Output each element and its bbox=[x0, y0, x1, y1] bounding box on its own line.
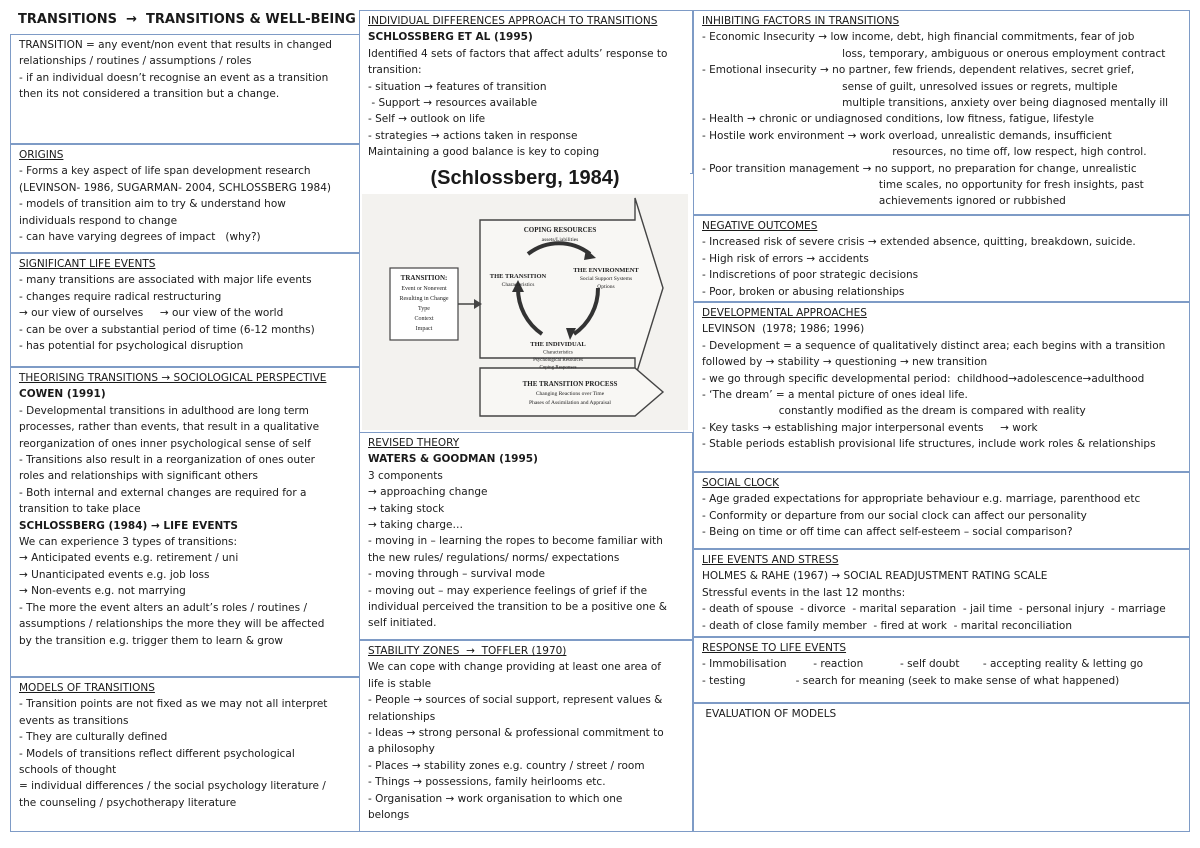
revised-theory-line: - moving through – survival mode bbox=[368, 568, 546, 581]
transition-model-diagram bbox=[360, 170, 690, 432]
theorising-transitions-line: - Developmental transitions in adulthood are long term bbox=[19, 404, 309, 417]
diagram-the_individual-label: Characteristics bbox=[543, 350, 573, 356]
stability-zones-line: - People → sources of social support, represent values & bbox=[368, 694, 663, 707]
life-events-and-stress-line: Stressful events in the last 12 months: bbox=[702, 586, 906, 599]
developmental-approaches-line: constantly modified as the dream is compared with reality bbox=[702, 405, 1086, 418]
life-events-and-stress-line: - death of spouse - divorce - marital separation - jail time - personal injury - marriage bbox=[702, 603, 1166, 616]
social-clock-line: - Conformity or departure from our social clock can affect our personality bbox=[702, 509, 1087, 522]
life-events-and-stress-line: HOLMES & RAHE (1967) → SOCIAL READJUSTMENT RATING SCALE bbox=[702, 570, 1048, 583]
origins-line: (LEVINSON- 1986, SUGARMAN- 2004, SCHLOSSBERG 1984) bbox=[19, 181, 331, 194]
significant-life-events-line: - can be over a substantial period of time (6-12 months) bbox=[19, 323, 315, 336]
inhibiting-factors-title: INHIBITING FACTORS IN TRANSITIONS bbox=[702, 15, 900, 27]
revised-theory-line: self initiated. bbox=[368, 617, 437, 630]
theorising-transitions-title: THEORISING TRANSITIONS → SOCIOLOGICAL PERSPECTIVE bbox=[19, 372, 327, 384]
theorising-transitions-line: SCHLOSSBERG (1984) → LIFE EVENTS bbox=[19, 519, 238, 532]
significant-life-events-title: SIGNIFICANT LIFE EVENTS bbox=[19, 258, 156, 270]
revised-theory-line: → taking stock bbox=[368, 502, 445, 515]
stability-zones-line: - Ideas → strong personal & professional commitment to bbox=[368, 727, 664, 740]
transition-def-line: relationships / routines / assumptions / roles bbox=[19, 55, 252, 68]
diagram-coping_resources-label: assets/Liabilities bbox=[541, 237, 579, 243]
negative-outcomes-title: NEGATIVE OUTCOMES bbox=[702, 220, 818, 232]
individual-differences-line: - Self → outlook on life bbox=[368, 113, 486, 126]
transition-def-line: - if an individual doesn’t recognise an event as a transition bbox=[19, 71, 329, 84]
inhibiting-factors-line: sense of guilt, unresolved issues or regrets, multiple bbox=[702, 80, 1118, 93]
stability-zones-line: belongs bbox=[368, 809, 410, 822]
models-of-transitions-line: the counseling / psychotherapy literature bbox=[19, 796, 237, 809]
revised-theory-line: 3 components bbox=[368, 469, 443, 482]
developmental-approaches-line: - Development = a sequence of qualitatively distinct area; each begins with a transition bbox=[702, 339, 1166, 352]
diagram-the_environment-label: Social Support Systems bbox=[579, 276, 633, 282]
individual-differences-line: Maintaining a good balance is key to coping bbox=[368, 146, 600, 159]
revised-theory-line: WATERS & GOODMAN (1995) bbox=[368, 453, 538, 466]
social-clock-line: - Being on time or off time can affect self-esteem – social comparison? bbox=[702, 526, 1073, 539]
theorising-transitions-line: roles and relationships with significant others bbox=[19, 470, 258, 483]
models-of-transitions-line: schools of thought bbox=[19, 764, 117, 777]
inhibiting-factors-line: multiple transitions, anxiety over being diagnosed mentally ill bbox=[702, 97, 1169, 110]
diagram-process-label: Phases of Assimilation and Appraisal bbox=[529, 400, 611, 406]
stability-zones-line: - Places → stability zones e.g. country / street / room bbox=[368, 759, 645, 772]
life-events-and-stress-line: - death of close family member - fired at work - marital reconciliation bbox=[702, 619, 1072, 632]
inhibiting-factors-line: time scales, no opportunity for fresh insights, past bbox=[702, 179, 1144, 192]
transition-def-section bbox=[10, 34, 360, 144]
significant-life-events-section bbox=[10, 253, 360, 367]
diagram-the_environment-label: THE ENVIRONMENT bbox=[573, 267, 639, 274]
origins-line: - can have varying degrees of impact (why?) bbox=[19, 231, 261, 244]
individual-differences-title: INDIVIDUAL DIFFERENCES APPROACH TO TRANSITIONS bbox=[368, 15, 658, 27]
stability-zones-section bbox=[359, 640, 693, 832]
stability-zones-line: relationships bbox=[368, 710, 436, 723]
individual-differences-line: - situation → features of transition bbox=[368, 80, 547, 93]
diagram-the_individual-label: THE INDIVIDUAL bbox=[530, 341, 586, 348]
significant-life-events-line: - many transitions are associated with major life events bbox=[19, 274, 312, 287]
negative-outcomes-line: - Indiscretions of poor strategic decisions bbox=[702, 269, 919, 282]
response-to-life-events-title: RESPONSE TO LIFE EVENTS bbox=[702, 642, 847, 654]
developmental-approaches-line: - we go through specific developmental period: childhood→adolescence→adulthood bbox=[702, 372, 1145, 385]
theorising-transitions-line: - Both internal and external changes are required for a bbox=[19, 486, 307, 499]
revised-theory-line: - moving out – may experience feelings of grief if the bbox=[368, 584, 648, 597]
theorising-transitions-line: → Unanticipated events e.g. job loss bbox=[19, 568, 210, 581]
theorising-transitions-line: by the transition e.g. trigger them to learn & grow bbox=[19, 634, 283, 647]
developmental-approaches-line: - Stable periods establish provisional life structures, include work roles & relationships bbox=[702, 438, 1156, 451]
theorising-transitions-line: assumptions / relationships the more they will be affected bbox=[19, 618, 325, 631]
theorising-transitions-line: transition to take place bbox=[19, 503, 141, 516]
life-events-and-stress-section bbox=[693, 549, 1190, 637]
diagram-the_individual-label: Psychological Resources bbox=[533, 358, 583, 363]
origins-title: ORIGINS bbox=[19, 149, 64, 161]
theorising-transitions-line: reorganization of ones inner psychological sense of self bbox=[19, 437, 311, 450]
diagram-heading: (Schlossberg, 1984) bbox=[430, 170, 620, 189]
revised-theory-line: the new rules/ regulations/ norms/ expectations bbox=[368, 551, 620, 564]
diagram-process-label: Changing Reactions over Time bbox=[535, 391, 605, 397]
individual-differences-line: - strategies → actions taken in response bbox=[368, 129, 578, 142]
individual-differences-line: SCHLOSSBERG ET AL (1995) bbox=[368, 31, 533, 44]
origins-line: - models of transition aim to try & understand how bbox=[19, 198, 286, 211]
diagram-transition_box-label: TRANSITION: bbox=[400, 274, 448, 282]
response-to-life-events-section bbox=[693, 637, 1190, 703]
stability-zones-line: We can cope with change providing at least one area of bbox=[368, 661, 661, 674]
diagram-the_transition-label: THE TRANSITION bbox=[489, 273, 547, 280]
revised-theory-title: REVISED THEORY bbox=[368, 437, 460, 449]
response-to-life-events-line: - testing - search for meaning (seek to make sense of what happened) bbox=[702, 674, 1120, 687]
revised-theory-section bbox=[359, 432, 693, 640]
diagram-the_environment-label: Options bbox=[597, 284, 615, 290]
transition-def-line: TRANSITION = any event/non event that results in changed bbox=[19, 39, 332, 51]
individual-differences-section bbox=[359, 10, 693, 174]
response-to-life-events-line: - Immobilisation - reaction - self doubt - accepting reality & letting go bbox=[702, 658, 1144, 671]
theorising-transitions-line: → Anticipated events e.g. retirement / uni bbox=[19, 552, 239, 565]
models-of-transitions-title: MODELS OF TRANSITIONS bbox=[19, 682, 155, 694]
negative-outcomes-line: - High risk of errors → accidents bbox=[702, 252, 869, 265]
header-section bbox=[10, 10, 360, 34]
stability-zones-line: life is stable bbox=[368, 677, 432, 690]
diagram-the_transition-label: Characteristics bbox=[501, 282, 535, 288]
diagram-process-label: THE TRANSITION PROCESS bbox=[522, 380, 618, 388]
theorising-transitions-line: - The more the event alters an adult’s roles / routines / bbox=[19, 601, 307, 614]
origins-line: individuals respond to change bbox=[19, 214, 178, 227]
negative-outcomes-line: - Poor, broken or abusing relationships bbox=[702, 285, 905, 298]
revised-theory-line: → taking charge… bbox=[368, 519, 463, 532]
inhibiting-factors-line: - Emotional insecurity → no partner, few friends, dependent relatives, secret grief, bbox=[702, 64, 1135, 77]
inhibiting-factors-line: achievements ignored or rubbished bbox=[702, 195, 1066, 208]
theorising-transitions-line: - Transitions also result in a reorganization of ones outer bbox=[19, 454, 315, 467]
inhibiting-factors-line: resources, no time off, low respect, high control. bbox=[702, 146, 1147, 159]
models-of-transitions-line: - Transition points are not fixed as we may not all interpret bbox=[19, 698, 328, 711]
stability-zones-line: a philosophy bbox=[368, 743, 435, 756]
social-clock-section bbox=[693, 472, 1190, 549]
stability-zones-title: STABILITY ZONES → TOFFLER (1970) bbox=[368, 645, 567, 657]
developmental-approaches-section bbox=[693, 302, 1190, 472]
developmental-approaches-line: - ‘The dream’ = a mental picture of ones ideal life. bbox=[702, 389, 968, 402]
theorising-transitions-line: → Non-events e.g. not marrying bbox=[19, 585, 186, 598]
stability-zones-line: - Things → possessions, family heirlooms etc. bbox=[368, 776, 606, 789]
theorising-transitions-line: We can experience 3 types of transitions: bbox=[19, 536, 238, 549]
diagram-transition_box-label: Resulting in Change bbox=[399, 296, 449, 302]
stability-zones-line: - Organisation → work organisation to which one bbox=[368, 792, 623, 805]
developmental-approaches-line: LEVINSON (1978; 1986; 1996) bbox=[702, 323, 865, 336]
theorising-transitions-line: processes, rather than events, that result in a qualitative bbox=[19, 421, 320, 434]
models-of-transitions-line: = individual differences / the social psychology literature / bbox=[19, 780, 326, 793]
theorising-transitions-line: COWEN (1991) bbox=[19, 388, 106, 401]
significant-life-events-line: → our view of ourselves → our view of the world bbox=[19, 307, 284, 320]
transition-def-line: then its not considered a transition but a change. bbox=[19, 88, 280, 101]
inhibiting-factors-section bbox=[693, 10, 1190, 215]
individual-differences-line: - Support → resources available bbox=[368, 97, 538, 110]
developmental-approaches-line: followed by → stability → questioning → new transition bbox=[702, 356, 988, 369]
significant-life-events-line: - changes require radical restructuring bbox=[19, 290, 222, 303]
diagram-transition_box-label: Event or Nonevent bbox=[401, 286, 447, 292]
inhibiting-factors-line: - Economic Insecurity → low income, debt, high financial commitments, fear of job bbox=[702, 31, 1135, 44]
transition-model-svg bbox=[360, 170, 690, 432]
origins-section bbox=[10, 144, 360, 253]
inhibiting-factors-line: - Poor transition management → no support, no preparation for change, unrealistic bbox=[702, 162, 1137, 175]
evaluation-of-models-section bbox=[693, 703, 1190, 832]
models-of-transitions-line: - Models of transitions reflect different psychological bbox=[19, 747, 295, 760]
significant-life-events-line: - has potential for psychological disruption bbox=[19, 340, 244, 353]
diagram-transition_box-label: Impact bbox=[415, 326, 433, 332]
diagram-coping_resources-label: COPING RESOURCES bbox=[523, 226, 597, 234]
individual-differences-line: Identified 4 sets of factors that affect adults’ response to bbox=[368, 47, 668, 60]
header-line: TRANSITIONS → TRANSITIONS & WELL-BEING bbox=[18, 12, 356, 27]
diagram-transition_box-label: Type bbox=[418, 306, 430, 312]
origins-line: - Forms a key aspect of life span development research bbox=[19, 165, 311, 178]
models-of-transitions-section bbox=[10, 677, 360, 832]
diagram-transition_box-label: Context bbox=[414, 316, 434, 322]
revised-theory-line: individual perceived the transition to be a positive one & bbox=[368, 601, 667, 614]
individual-differences-line: transition: bbox=[368, 64, 422, 77]
evaluation-of-models-line: EVALUATION OF MODELS bbox=[702, 708, 837, 720]
inhibiting-factors-line: - Health → chronic or undiagnosed conditions, low fitness, fatigue, lifestyle bbox=[702, 113, 1094, 126]
diagram-the_individual-label: Coping Responses bbox=[539, 365, 577, 371]
models-of-transitions-line: - They are culturally defined bbox=[19, 731, 168, 744]
inhibiting-factors-line: loss, temporary, ambiguous or onerous employment contract bbox=[702, 47, 1166, 60]
life-events-and-stress-title: LIFE EVENTS AND STRESS bbox=[702, 554, 839, 566]
developmental-approaches-title: DEVELOPMENTAL APPROACHES bbox=[702, 307, 867, 319]
theorising-transitions-section bbox=[10, 367, 360, 677]
negative-outcomes-line: - Increased risk of severe crisis → extended absence, quitting, breakdown, suicide. bbox=[702, 236, 1136, 249]
revised-theory-line: → approaching change bbox=[368, 486, 488, 499]
inhibiting-factors-line: - Hostile work environment → work overload, unrealistic demands, insufficient bbox=[702, 129, 1112, 142]
negative-outcomes-section bbox=[693, 215, 1190, 302]
revised-theory-line: - moving in – learning the ropes to become familiar with bbox=[368, 535, 663, 548]
social-clock-title: SOCIAL CLOCK bbox=[702, 477, 780, 489]
social-clock-line: - Age graded expectations for appropriate behaviour e.g. marriage, parenthood etc bbox=[702, 493, 1141, 506]
developmental-approaches-line: - Key tasks → establishing major interpersonal events → work bbox=[702, 421, 1038, 434]
models-of-transitions-line: events as transitions bbox=[19, 714, 129, 727]
